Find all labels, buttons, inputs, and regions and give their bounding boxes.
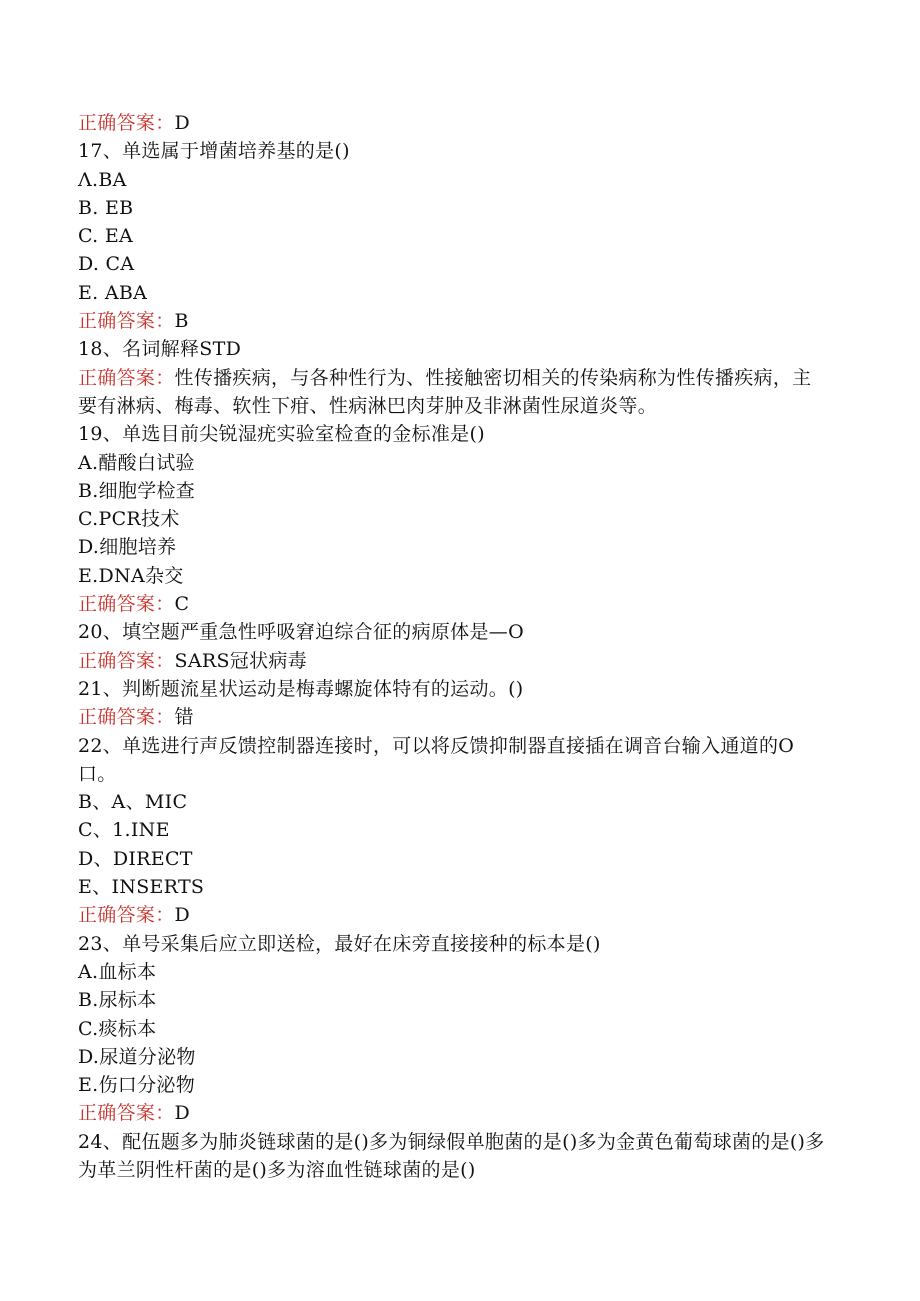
answer-value: C [174,593,190,616]
answer-value: D [174,1102,191,1125]
answer-line-23 [78,1099,838,1127]
answer-line-20 [78,647,838,675]
answer-line-17 [78,307,838,335]
answer-label: 正确答案： [78,366,175,389]
question-19: 19、单选目前尖锐湿疣实验室检查的金标准是() [78,423,485,446]
answer-value: SARS冠状病毒 [174,649,307,672]
answer-line-18 [78,364,828,421]
answer-line-19 [78,590,838,618]
option-e: E.伤口分泌物 [78,1074,196,1097]
question-18: 18、名词解释STD [78,338,242,361]
answer-value: 性传播疾病，与各种性行为、性接触密切相关的传染病称为性传播疾病，主要有淋病、梅毒、软性下疳、性病淋巴肉芽肿及非淋菌性尿道炎等。 [78,366,812,417]
answer-label: 正确答案： [78,649,175,672]
option-d: D.细胞培养 [78,536,177,559]
option-d: D. CA [78,253,135,276]
question-22: 22、单选进行声反馈控制器连接时，可以将反馈抑制器直接插在调音台输入通道的O口。 [78,734,795,785]
answer-line-22 [78,901,838,929]
answer-line-16 [78,109,838,137]
option-c: C. EA [78,225,134,248]
answer-value: 错 [174,706,194,729]
option-d: D、DIRECT [78,847,193,870]
answer-label: 正确答案： [78,1102,175,1125]
question-23: 23、单号采集后应立即送检，最好在床旁直接接种的标本是() [78,932,601,955]
answer-label: 正确答案： [78,904,175,927]
answer-line-21 [78,703,838,731]
answer-label: 正确答案： [78,593,175,616]
answer-value: D [174,904,191,927]
option-c: C.PCR技术 [78,508,180,531]
option-e: E.DNA杂交 [78,564,184,587]
answer-value: B [174,310,189,333]
question-17: 17、单选属于增菌培养基的是() [78,140,350,163]
option-c: C.痰标本 [78,1017,157,1040]
option-a: A.醋酸白试验 [78,451,195,474]
option-d: D.尿道分泌物 [78,1045,196,1068]
answer-value: D [174,112,191,134]
option-b: B.尿标本 [78,989,157,1012]
answer-label: 正确答案： [78,310,175,333]
option-b: B、A、MIC [78,791,188,814]
option-c: C、1.INE [78,819,170,842]
answer-label: 正确答案： [78,112,175,134]
document-page [78,109,838,1184]
option-b: B.细胞学检查 [78,479,196,502]
question-20: 20、填空题严重急性呼吸窘迫综合征的病原体是—O [78,621,524,644]
option-e: E、INSERTS [78,876,205,899]
option-b: B. EB [78,196,134,219]
question-24: 24、配伍题多为肺炎链球菌的是()多为铜绿假单胞菌的是()多为金黄色葡萄球菌的是()多为革兰阴性杆菌的是()多为溶血性链球菌的是() [78,1130,825,1181]
answer-label: 正确答案： [78,706,175,729]
option-a: A.血标本 [78,960,157,983]
option-e: E. ABA [78,281,148,304]
option-a: Λ.BA [78,168,127,191]
question-21: 21、判断题流星状运动是梅毒螺旋体特有的运动。() [78,677,524,700]
